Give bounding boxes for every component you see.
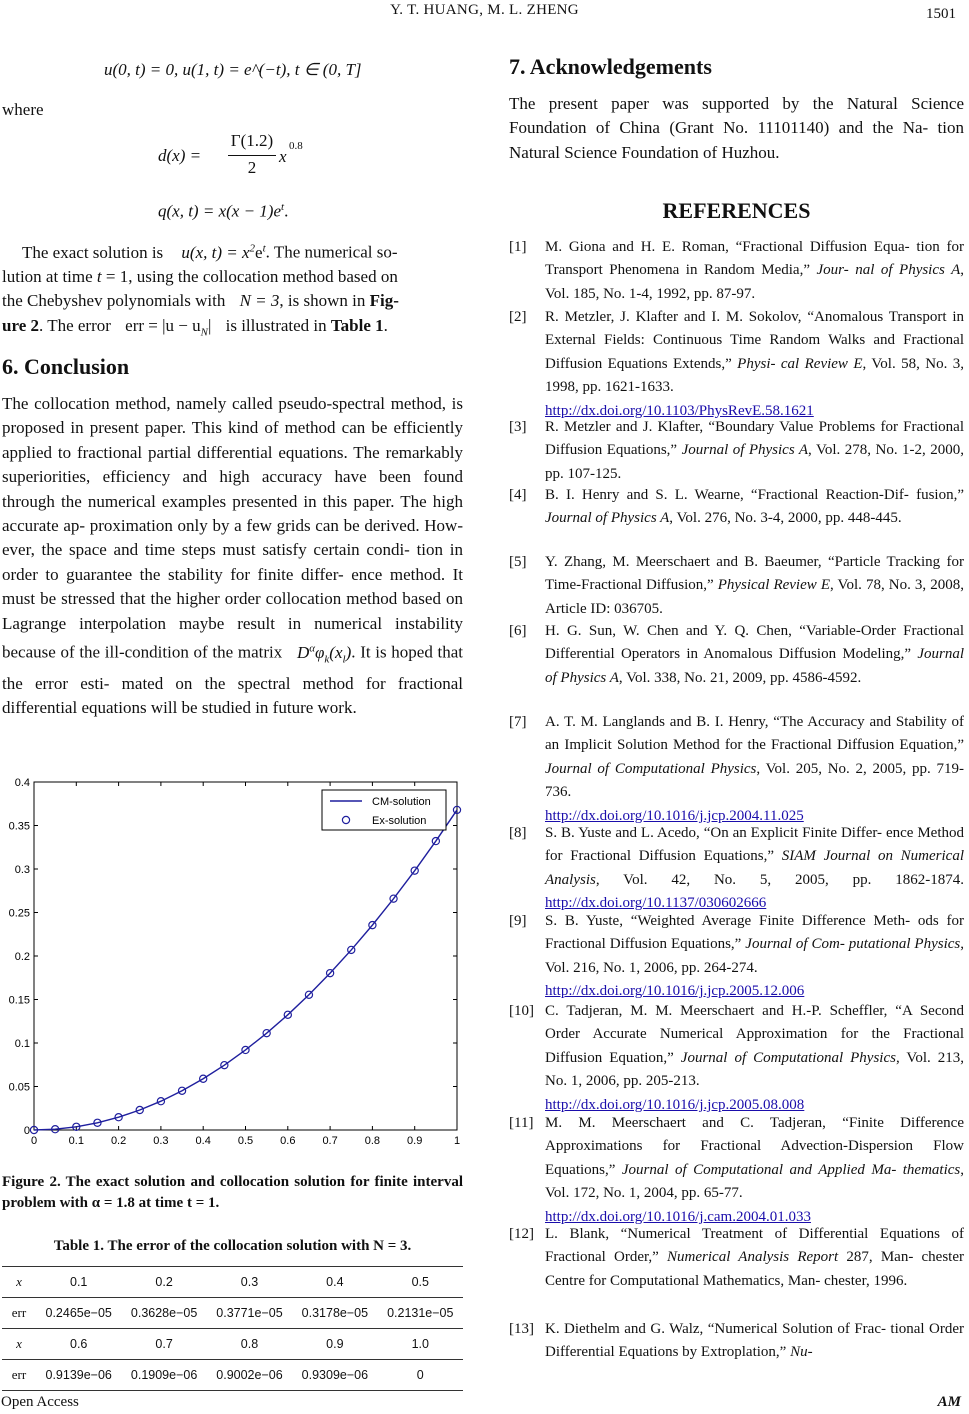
reference-details: , Vol. 172, No. 1, 2004, pp. 65-77. — [545, 1161, 965, 1202]
reference-journal: Journal of Physics A — [545, 646, 964, 686]
formula-part: e — [255, 242, 263, 262]
reference-doi-link[interactable]: http://dx.doi.org/10.1103/PhysRevE.58.1621 — [545, 402, 814, 419]
reference-text — [545, 551, 964, 621]
x-tick-label: 0.8 — [364, 1135, 381, 1147]
y-tick-label: 0.4 — [14, 777, 30, 789]
exact-solution-formula — [181, 243, 265, 262]
table-cell: 0.7 — [155, 1337, 173, 1351]
x-tick-label: 0.6 — [280, 1135, 296, 1147]
formula-part: | — [207, 315, 212, 335]
reference-authors-title: S. B. Yuste, “Weighted Average Finite Difference Meth- ods for Fractional Diffusion Equations,” — [545, 913, 964, 953]
legend-label: Ex-solution — [372, 815, 427, 827]
reference-journal: Journal of Physics A — [681, 442, 809, 459]
reference-journal: Physi- cal Review E — [737, 355, 863, 372]
reference-journal: Numerical Analysis Report — [667, 1249, 839, 1266]
reference-number: [4] — [509, 487, 527, 503]
n-formula: N = 3 — [239, 291, 280, 311]
reference-authors-title: S. B. Yuste and L. Acedo, “On an Explicit Finite Differ- ence Method for Fractional Diffusion Equations,” — [545, 825, 964, 865]
y-tick-label: 0.15 — [8, 994, 30, 1007]
x-tick-label: 0.7 — [322, 1135, 338, 1147]
table-cell: 0.9002e−06 — [216, 1368, 283, 1382]
fraction-bar — [228, 155, 276, 156]
table-cell: 0.6 — [70, 1337, 88, 1351]
reference-text — [545, 1000, 964, 1117]
figure-reference: ure 2 — [2, 315, 39, 335]
reference-item — [509, 1318, 964, 1365]
reference-authors-title: R. Metzler and J. Klafter, “Boundary Value Problems for Fractional Diffusion Equations,” — [545, 419, 964, 459]
table-cell: 0.4 — [326, 1275, 344, 1289]
reference-text — [545, 822, 964, 916]
where-label: where — [2, 100, 44, 119]
figure-2-chart — [0, 770, 466, 1154]
x-tick-label: 0.2 — [110, 1135, 127, 1147]
reference-number: [13] — [509, 1321, 534, 1337]
reference-journal: SIAM Journal on Numerical Analysis — [545, 848, 964, 888]
reference-text — [545, 1112, 964, 1229]
acknowledgements-heading: 7. Acknowledgements — [509, 54, 712, 79]
reference-number: [1] — [509, 239, 527, 255]
d-equation-numerator: Γ(1.2) — [230, 131, 274, 150]
reference-item — [509, 822, 964, 916]
boundary-condition-equation: u(0, t) = 0, u(1, t) = e^(−t), t ∈ (0, T] — [104, 60, 362, 79]
conclusion-heading: 6. Conclusion — [2, 354, 130, 379]
formula-part: x — [334, 642, 343, 662]
reference-text — [545, 620, 964, 690]
formula-sub: l — [342, 653, 346, 666]
reference-journal: Journal of Com- putational Physics — [745, 936, 961, 953]
q-equation-main: q(x, t) = x(x − 1)e — [158, 201, 281, 221]
table-cell: 0.3628e−05 — [130, 1306, 198, 1320]
formula-part: φ — [315, 642, 325, 662]
reference-text — [545, 236, 964, 306]
table-cell: 0.5 — [411, 1275, 429, 1289]
formula-part: D — [296, 642, 310, 662]
formula-sup: t — [262, 242, 266, 254]
reference-doi-link[interactable]: http://dx.doi.org/10.1016/j.jcp.2005.12.006 — [545, 983, 805, 1000]
reference-item — [509, 551, 964, 621]
x-tick-label: 0 — [30, 1135, 38, 1147]
reference-authors-title: M. M. Meerschaert and C. Tadjeran, “Finite Difference Approximations for Fractional Advection-Dispersion Flow Equations,” — [545, 1115, 964, 1178]
text-span: t — [96, 267, 102, 287]
conclusion-paragraph — [2, 392, 463, 720]
reference-item — [509, 236, 964, 306]
reference-details: , Vol. 213, No. 1, 2006, pp. 205-213. — [545, 1049, 964, 1090]
reference-item — [509, 1223, 964, 1293]
matrix-formula: $D^\alpha\varphi_k(x_l)$ — [296, 642, 352, 666]
table-row — [2, 1267, 463, 1298]
reference-number: [12] — [509, 1226, 534, 1242]
reference-item — [509, 306, 964, 423]
reference-authors-title: M. Giona and H. E. Roman, “Fractional Diffusion Equa- tion for Transport Phenomena in Random Media,” — [545, 239, 964, 279]
table-cell: 0.3 — [240, 1275, 259, 1289]
page-number: 1501 — [926, 6, 956, 22]
y-tick-label: 0.25 — [8, 907, 30, 920]
reference-journal: Journal of Computational Physics — [545, 760, 757, 777]
table-cell: 1.0 — [411, 1337, 429, 1351]
reference-details: , Vol. 338, No. 21, 2009, pp. 4586-4592. — [618, 669, 862, 686]
reference-authors-title: B. I. Henry and S. L. Wearne, “Fractional Reaction-Dif- fusion,” — [545, 487, 964, 503]
chart-axes — [34, 782, 457, 1130]
table-row-label: err — [11, 1305, 27, 1320]
x-tick-label: 0.9 — [407, 1135, 423, 1147]
text-span: = 1, using the collocation method based on — [105, 267, 398, 287]
text-span: The collocation method, namely called pseudo-spectral method, is proposed in present paper. This kind of method can be efficiently applied to fractional partial differential equations. The remarkably superiorities, efficiency and high accuracy have been found through the numerical examples presented in this paper. The high accurate ap- proximation only by a few grids can be derived. How- ever, the space and time steps must satisfy certain condi- tion in order to guarantee the stability for finite differ- ence method. It must be stressed that the higher order collocation method based on Lagrange interpolation maybe result in numerical instability because of the ill-condition of the matrix — [2, 394, 463, 662]
text-span: the Chebyshev polynomials with — [2, 291, 226, 311]
reference-text — [545, 711, 964, 828]
reference-number: [7] — [509, 714, 527, 730]
reference-details: , Vol. 42, No. 5, 2005, pp. 1862-1874. — [595, 871, 964, 888]
q-equation — [158, 201, 288, 222]
legend-label: CM-solution — [372, 796, 431, 808]
text-span: The exact solution is — [22, 242, 164, 262]
reference-item — [509, 910, 964, 1004]
table-cell: 0.8 — [240, 1337, 259, 1351]
table-row-label: x — [16, 1274, 22, 1289]
reference-text — [545, 484, 964, 531]
figure-reference: Fig- — [369, 291, 399, 311]
formula-sub: N — [200, 326, 208, 339]
y-tick-label: 0.3 — [14, 864, 30, 876]
text-span: . — [383, 315, 388, 335]
reference-text — [545, 1223, 964, 1293]
reference-details: , Vol. 276, No. 3-4, 2000, pp. 448-445. — [669, 510, 902, 527]
table-cell: 0.9309e−06 — [301, 1368, 369, 1382]
reference-item — [509, 1112, 964, 1229]
reference-authors-title: K. Diethelm and G. Walz, “Numerical Solution of Frac- tional Order Differential Equations by Extroplation,” — [545, 1321, 964, 1361]
formula-sup: α — [309, 642, 315, 655]
reference-number: [5] — [509, 554, 527, 570]
reference-item — [509, 711, 964, 828]
y-tick-label: 0.35 — [8, 820, 30, 833]
reference-journal: Physical Review E — [717, 577, 830, 594]
d-equation-lhs: d(x) = — [158, 146, 202, 165]
reference-details: , Vol. 278, No. 1-2, 2000, pp. 107-125. — [545, 442, 965, 482]
results-paragraph — [2, 236, 463, 345]
acknowledgements-text: The present paper was supported by the Natural Science Foundation of China (Grant No. 11101140) and the Na- tion Natural Science Foundation of Huzhou. — [509, 94, 964, 162]
reference-details: , Vol. 216, No. 1, 2006, pp. 264-274. — [545, 936, 965, 976]
reference-journal: Jour- nal of Physics A — [816, 262, 961, 279]
table-row-label: x — [16, 1336, 22, 1351]
reference-text — [545, 910, 964, 1004]
formula-sub: k — [324, 653, 330, 666]
reference-details: , Vol. 185, No. 1-4, 1992, pp. 87-97. — [545, 262, 964, 302]
reference-authors-title: L. Blank, “Numerical Treatment of Differential Equations of Fractional Order,” — [545, 1226, 964, 1266]
reference-journal: Journal of Computational and Applied Ma- thematics — [621, 1161, 961, 1178]
d-equation-denominator: 2 — [247, 158, 257, 177]
footer-open-access: Open Access — [1, 1394, 79, 1410]
reference-text — [545, 1318, 964, 1365]
x-tick-label: 0.3 — [153, 1135, 169, 1147]
reference-journal: Nu- — [790, 1344, 813, 1361]
reference-item — [509, 620, 964, 690]
d-equation-exponent: 0.8 — [289, 140, 303, 152]
formula-part: err = |u − u — [125, 315, 201, 335]
formula-sup: 2 — [249, 242, 256, 254]
text-span: is illustrated in — [225, 315, 327, 335]
text-span: , is shown in — [279, 291, 366, 311]
x-tick-label: 0.5 — [237, 1135, 254, 1147]
table-row-label: err — [11, 1367, 27, 1382]
running-header: Y. T. HUANG, M. L. ZHENG — [390, 2, 579, 18]
reference-details: , Vol. 58, No. 3, 1998, pp. 1621-1633. — [545, 355, 964, 396]
reference-number: [9] — [509, 913, 527, 929]
reference-journal: Journal of Physics A — [545, 510, 670, 527]
chart-legend — [322, 790, 446, 830]
text-span: . The numerical so- — [265, 242, 398, 262]
reference-number: [10] — [509, 1003, 534, 1019]
reference-journal: Journal of Computational Physics — [680, 1049, 896, 1066]
reference-doi-link[interactable]: http://dx.doi.org/10.1137/030602666 — [545, 895, 767, 912]
reference-text — [545, 306, 964, 423]
reference-doi-link[interactable]: http://dx.doi.org/10.1016/j.jcp.2005.08.008 — [545, 1096, 805, 1113]
reference-authors-title: R. Metzler, J. Klafter and I. M. Sokolov, “Anomalous Transport in External Fields: Continuous Time Random Walks and Fractional Diffusion Equations Extends,” — [545, 309, 964, 372]
table-cell: 0.3178e−05 — [301, 1306, 369, 1320]
figure-caption: Figure 2. The exact solution and collocation solution for finite interval problem with α = 1.8 at time t = 1. — [2, 1174, 463, 1211]
footer-journal: AM — [937, 1394, 961, 1410]
reference-details: , Vol. 205, No. 2, 2005, pp. 719-736. — [545, 760, 964, 801]
table-cell: 0.2131e−05 — [387, 1306, 454, 1320]
reference-authors-title: C. Tadjeran, M. M. Meerschaert and H.-P. Scheffler, “A Second Order Accurate Numerical Approximation for the Fractional Diffusion Equation,” — [545, 1003, 964, 1066]
text-span: . It is hoped that the error esti- mated on the spectral method for fractional differential equations will be studied in future work. — [2, 642, 464, 717]
reference-authors-title: Y. Zhang, M. Meerschaert and B. Baeumer, “Particle Tracking for Time-Fractional Diffusion,” — [545, 554, 964, 594]
plot-frame — [34, 782, 457, 1130]
reference-number: [11] — [509, 1115, 534, 1131]
reference-item — [509, 484, 964, 531]
table-cell: 0.9 — [326, 1337, 344, 1351]
reference-number: [8] — [509, 825, 527, 841]
table-reference: Table 1 — [330, 315, 384, 335]
reference-details: 287, Man- chester Centre for Computational Mathematics, Man- chester, 1996. — [545, 1249, 964, 1289]
table-cell: 0.1909e−06 — [130, 1368, 198, 1382]
reference-item — [509, 416, 964, 486]
text-span: . The error — [39, 315, 111, 335]
table-row — [2, 1298, 463, 1329]
x-tick-label: 0.1 — [68, 1135, 84, 1147]
q-equation-exponent: t — [281, 201, 285, 213]
table-cell: 0.9139e−06 — [45, 1368, 112, 1382]
reference-authors-title: H. G. Sun, W. Chen and Y. Q. Chen, “Variable-Order Fractional Differential Operators in Anomalous Diffusion Modeling,” — [545, 623, 964, 663]
references-heading: REFERENCES — [662, 198, 811, 223]
table-cell: 0.1 — [70, 1275, 88, 1289]
y-tick-label: 0.2 — [14, 951, 30, 963]
reference-doi-link[interactable]: http://dx.doi.org/10.1016/j.jcp.2004.11.025 — [545, 807, 804, 824]
table-row — [2, 1360, 463, 1391]
error-table — [2, 1266, 463, 1391]
reference-authors-title: A. T. M. Langlands and B. I. Henry, “The Accuracy and Stability of an Implicit Solution Method for the Fractional Diffusion Equation,” — [545, 714, 964, 754]
table-cell: 0.3771e−05 — [216, 1306, 283, 1320]
table-title: Table 1. The error of the collocation solution with N = 3. — [53, 1238, 412, 1254]
reference-number: [3] — [509, 419, 527, 435]
reference-number: [2] — [509, 309, 527, 325]
reference-number: [6] — [509, 623, 527, 639]
table-cell: 0 — [416, 1368, 424, 1382]
q-equation-end: . — [284, 201, 289, 221]
formula-part: u(x, t) = x — [181, 242, 250, 262]
x-tick-label: 0.4 — [195, 1135, 211, 1147]
table-row — [2, 1329, 463, 1360]
error-formula — [125, 315, 212, 339]
reference-doi-link[interactable]: http://dx.doi.org/10.1016/j.cam.2004.01.033 — [545, 1208, 811, 1225]
y-tick-label: 0.05 — [8, 1081, 30, 1094]
x-tick-label: 1 — [453, 1135, 461, 1147]
reference-details: , Vol. 78, No. 3, 2008, Article ID: 036705. — [545, 577, 964, 617]
d-equation-x: x — [279, 147, 287, 166]
table-cell: 0.2465e−05 — [45, 1306, 112, 1320]
y-tick-label: 0 — [23, 1125, 30, 1137]
reference-item — [509, 1000, 964, 1117]
y-tick-label: 0.1 — [14, 1038, 30, 1050]
text-span: lution at time — [2, 267, 93, 287]
table-cell: 0.2 — [155, 1275, 173, 1289]
reference-text — [545, 416, 964, 486]
